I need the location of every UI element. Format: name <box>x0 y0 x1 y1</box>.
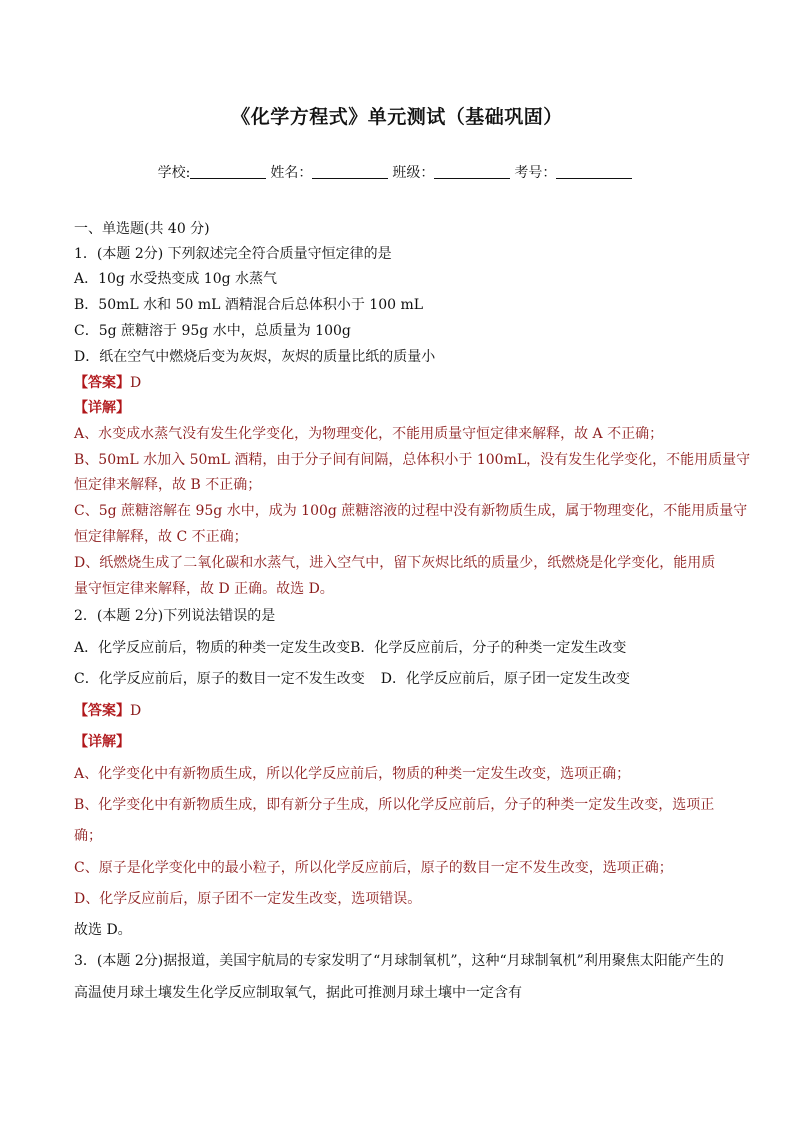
q2-options-cd <box>74 668 630 688</box>
name-blank <box>312 164 388 179</box>
q2-explain-line: C、原子是化学变化中的最小粒子，所以化学反应前后，原子的数目一定不发生改变，选项正确； <box>74 860 673 876</box>
q2-option-b: B．化学反应前后，分子的种类一定发生改变 <box>350 640 627 656</box>
school-blank <box>190 164 266 179</box>
q1-answer <box>74 372 141 392</box>
name-label: 姓名： <box>270 165 313 181</box>
q1-explain-line: D、纸燃烧生成了二氧化碳和水蒸气，进入空气中，留下灰烬比纸的质量少，纸燃烧是化学变化，能用质 <box>74 555 716 571</box>
q1-option-c: C．5g 蔗糖溶于 95g 水中，总质量为 100g <box>74 323 351 339</box>
page-title: 《化学方程式》单元测试（基础巩固） <box>231 106 563 128</box>
q1-explain-line: 恒定律解释，故 C 不正确； <box>74 529 248 545</box>
class-blank <box>434 164 510 179</box>
q1-explain-line: C、5g 蔗糖溶解在 95g 水中，成为 100g 蔗糖溶液的过程中没有新物质生成，属于物理变化，不能用质量守 <box>74 503 748 519</box>
q2-stem: 2．(本题 2分)下列说法错误的是 <box>74 608 276 624</box>
q3-stem-line: 高温使月球土壤发生化学反应制取氧气，据此可推测月球土壤中一定含有 <box>74 985 522 1001</box>
q1-explain-line: 恒定律来解释，故 B 不正确； <box>74 477 262 493</box>
answer-value: D <box>130 703 142 719</box>
q2-explain-line: 确； <box>74 828 102 844</box>
exam-number-blank <box>556 164 632 179</box>
q2-explain-line: A、化学变化中有新物质生成，所以化学反应前后，物质的种类一定发生改变，选项正确； <box>74 766 631 782</box>
q2-option-c: C．化学反应前后，原子的数目一定不发生改变 <box>74 671 365 687</box>
q1-option-a: A．10g 水受热变成 10g 水蒸气 <box>74 271 278 287</box>
q2-detail-tag: 【详解】 <box>74 734 130 750</box>
q1-option-b: B．50mL 水和 50 mL 酒精混合后总体积小于 100 mL <box>74 297 424 313</box>
q2-conclusion: 故选 D。 <box>74 922 132 938</box>
q1-explain-line: B、50mL 水加入 50mL 酒精，由于分子间有间隔，总体积小于 100mL，没有发生化学变化，不能用质量守 <box>74 452 751 468</box>
q2-explain-line: D、化学反应前后，原子团不一定发生改变，选项错误。 <box>74 891 422 907</box>
q1-stem: 1．(本题 2分) 下列叙述完全符合质量守恒定律的是 <box>74 246 392 262</box>
class-label: 班级： <box>392 165 435 181</box>
section-heading: 一、单选题(共 40 分) <box>74 221 210 237</box>
q2-option-a: A．化学反应前后，物质的种类一定发生改变 <box>74 640 351 656</box>
q2-option-d: D．化学反应前后，原子团一定发生改变 <box>380 671 630 687</box>
q1-explain-line: 量守恒定律来解释，故 D 正确。故选 D。 <box>74 581 334 597</box>
answer-tag: 【答案】 <box>74 703 130 719</box>
q1-explain-line: A、水变成水蒸气没有发生化学变化，为物理变化，不能用质量守恒定律来解释，故 A 不正确； <box>74 426 664 442</box>
q2-explain-line: B、化学变化中有新物质生成，即有新分子生成，所以化学反应前后，分子的种类一定发生改变，选项正 <box>74 797 715 813</box>
answer-tag: 【答案】 <box>74 375 130 391</box>
q2-answer <box>74 700 141 720</box>
exam-number-label: 考号： <box>514 165 557 181</box>
q1-option-d: D．纸在空气中燃烧后变为灰烬，灰烬的质量比纸的质量小 <box>74 349 436 365</box>
answer-value: D <box>130 375 142 391</box>
q2-options-ab <box>74 637 626 657</box>
school-label: 学校: <box>157 165 191 181</box>
q1-detail-tag: 【详解】 <box>74 400 130 416</box>
student-info-row <box>0 162 794 182</box>
q3-stem-line: 3．(本题 2分)据报道，美国宇航局的专家发明了“月球制氧机”，这种“月球制氧机”利用聚焦太阳能产生的 <box>74 953 724 969</box>
